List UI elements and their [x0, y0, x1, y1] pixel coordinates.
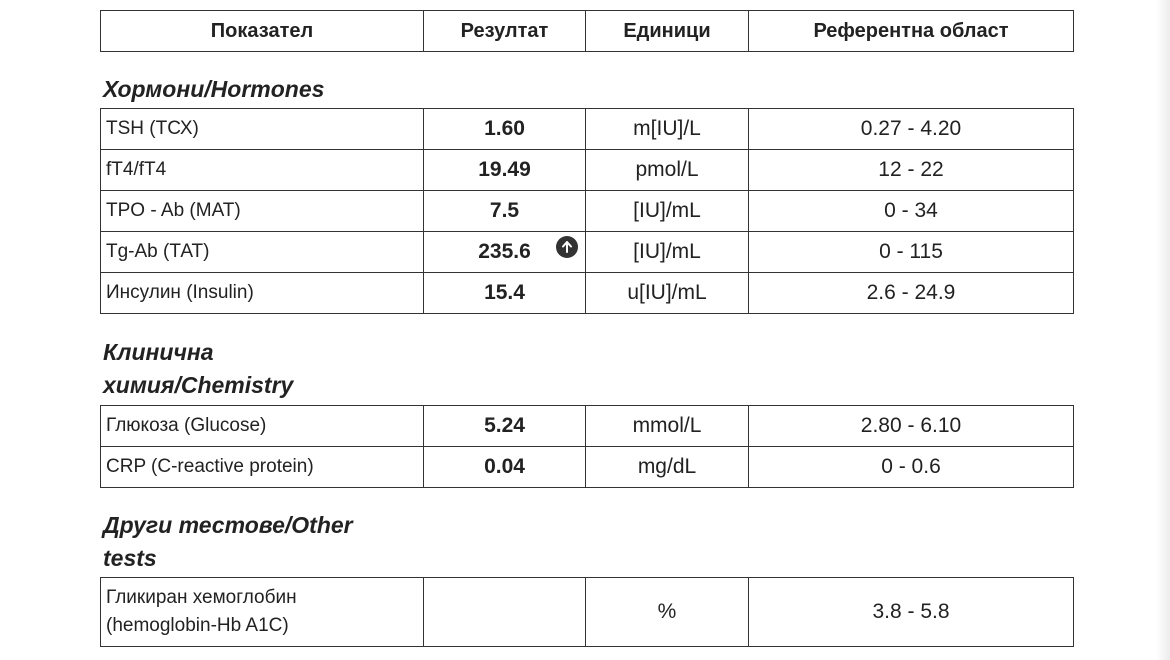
- header-indicator: Показател: [101, 11, 424, 52]
- table-header-row: [101, 11, 1074, 52]
- test-reference: 2.80 - 6.10: [749, 406, 1074, 447]
- test-name: CRP (C-reactive protein): [101, 447, 424, 488]
- table-row: [101, 406, 1074, 447]
- test-units: %: [586, 578, 749, 647]
- test-name: Tg-Ab (ТАТ): [101, 232, 424, 273]
- test-result: 19.49: [424, 150, 586, 191]
- section-title-chemistry: [103, 336, 293, 402]
- section-title-line: Други тестове/Other: [103, 512, 353, 538]
- test-result: 0.04: [424, 447, 586, 488]
- header-units: Единици: [586, 11, 749, 52]
- section-title-hormones: Хормони/Hormones: [103, 76, 325, 102]
- table-row: [101, 273, 1074, 314]
- test-reference: 3.8 - 5.8: [749, 578, 1074, 647]
- test-name: Глюкоза (Glucose): [101, 406, 424, 447]
- test-reference: 12 - 22: [749, 150, 1074, 191]
- test-units: u[IU]/mL: [586, 273, 749, 314]
- results-header-table: [100, 10, 1074, 52]
- test-name: [101, 578, 424, 647]
- test-name: TSH (ТСХ): [101, 109, 424, 150]
- test-name-line: Гликиран хемоглобин: [106, 587, 297, 608]
- test-name: TPO - Ab (МАТ): [101, 191, 424, 232]
- section-title-line: tests: [103, 545, 157, 571]
- test-result-cell: [424, 232, 586, 273]
- section-title-line: Клинична: [103, 339, 214, 365]
- table-row: [101, 191, 1074, 232]
- page-edge-shadow: [1156, 0, 1170, 660]
- test-result: [424, 578, 586, 647]
- test-units: mmol/L: [586, 406, 749, 447]
- table-row: [101, 150, 1074, 191]
- test-name: fT4/fT4: [101, 150, 424, 191]
- test-units: mg/dL: [586, 447, 749, 488]
- header-reference: Референтна област: [749, 11, 1074, 52]
- header-result: Резултат: [424, 11, 586, 52]
- test-result: 15.4: [424, 273, 586, 314]
- test-units: m[IU]/L: [586, 109, 749, 150]
- table-row: [101, 578, 1074, 647]
- test-units: [IU]/mL: [586, 191, 749, 232]
- arrow-up-icon: [556, 236, 578, 258]
- other-tests-table: [100, 577, 1074, 647]
- table-row: [101, 232, 1074, 273]
- section-title-other-tests: [103, 509, 353, 575]
- hormones-table: [100, 108, 1074, 314]
- test-result: 235.6: [478, 240, 531, 263]
- chemistry-table: [100, 405, 1074, 488]
- test-reference: 0 - 115: [749, 232, 1074, 273]
- test-reference: 0.27 - 4.20: [749, 109, 1074, 150]
- table-row: [101, 109, 1074, 150]
- test-reference: 0 - 0.6: [749, 447, 1074, 488]
- test-reference: 0 - 34: [749, 191, 1074, 232]
- test-units: pmol/L: [586, 150, 749, 191]
- test-result: 1.60: [424, 109, 586, 150]
- test-result: 7.5: [424, 191, 586, 232]
- test-name-line: (hemoglobin-Hb A1C): [106, 615, 289, 636]
- section-title-line: химия/Chemistry: [103, 372, 294, 398]
- test-reference: 2.6 - 24.9: [749, 273, 1074, 314]
- test-name: Инсулин (Insulin): [101, 273, 424, 314]
- test-units: [IU]/mL: [586, 232, 749, 273]
- test-result: 5.24: [424, 406, 586, 447]
- table-row: [101, 447, 1074, 488]
